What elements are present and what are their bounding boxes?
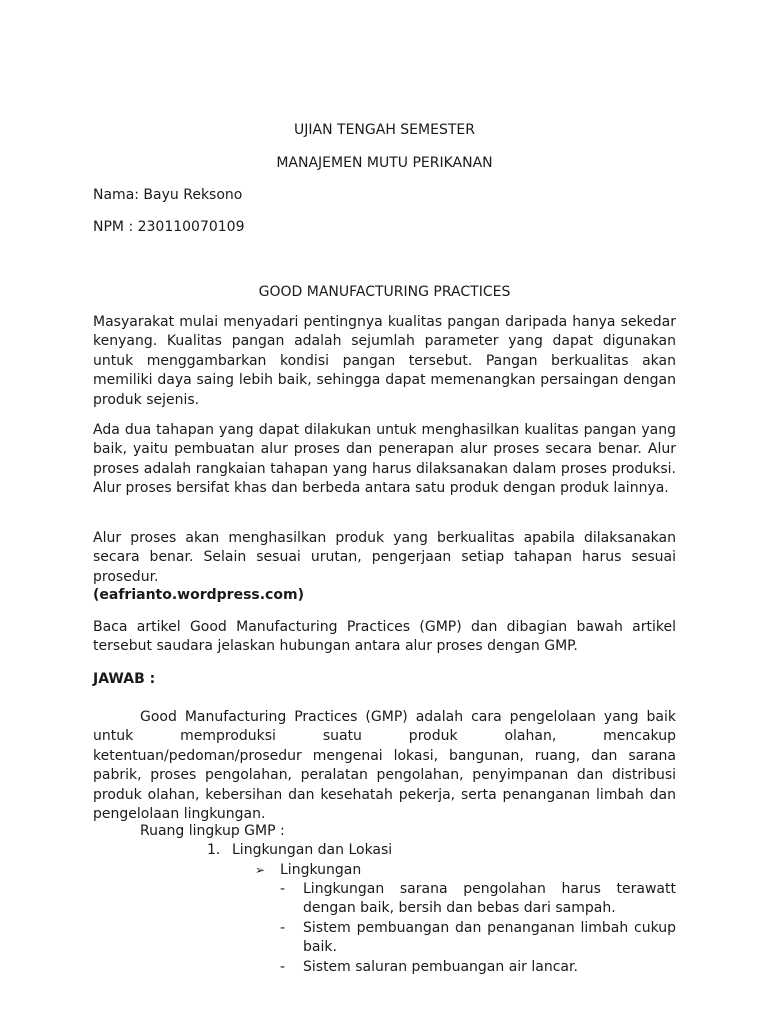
answer-label: JAWAB : <box>93 671 156 687</box>
dash-item: Lingkungan sarana pengolahan harus terawatt dengan baik, bersih dan bebas dari sampah. <box>303 881 676 917</box>
arrow-bullet-icon: ➢ <box>255 863 266 877</box>
paragraph-3: Alur proses akan menghasilkan produk yang berkualitas apabila dilaksanakan secara benar. Selain sesuai urutan, pengerjaan setiap tahapan harus sesuai prosedur. <box>93 530 676 585</box>
dash-marker: - <box>280 881 286 897</box>
section-title: GOOD MANUFACTURING PRACTICES <box>258 284 511 300</box>
exam-title: UJIAN TENGAH SEMESTER <box>294 122 475 138</box>
document-page <box>93 0 676 1024</box>
course-title: MANAJEMEN MUTU PERIKANAN <box>276 155 493 171</box>
dash-marker: - <box>280 959 286 975</box>
student-npm: NPM : 230110070109 <box>93 219 245 235</box>
list-item-lingkungan-lokasi: Lingkungan dan Lokasi <box>232 842 393 858</box>
answer-paragraph: Good Manufacturing Practices (GMP) adalah cara pengelolaan yang baik untuk memproduksi suatu produk olahan, mencakup ketentuan/pedoman/prosedur mengenai lokasi, bangunan, ruang, dan sarana pabrik, proses pengolahan, peralatan pengolahan, penyimpanan dan distribusi produk olahan, kebersihan dan kesehatah pekerja, serta penanganan limbah dan pengelolaan lingkungan. <box>93 709 676 823</box>
paragraph-2: Ada dua tahapan yang dapat dilakukan untuk menghasilkan kualitas pangan yang baik, yaitu pembuatan alur proses dan penerapan alur proses secara benar. Alur proses adalah rangkaian tahapan yang harus dilaksanakan dalam proses produksi. Alur proses bersifat khas dan berbeda antara satu produk dengan produk lainnya. <box>93 422 676 497</box>
paragraph-1: Masyarakat mulai menyadari pentingnya kualitas pangan daripada hanya sekedar kenyang. Kualitas pangan adalah sejumlah parameter yang dapat digunakan untuk menggambarkan kondisi pangan tersebut. Pangan berkualitas akan memiliki daya saing lebih baik, sehingga dapat memenangkan persaingan dengan produk sejenis. <box>93 314 676 408</box>
dash-item: Sistem saluran pembuangan air lancar. <box>303 959 578 975</box>
scope-label: Ruang lingkup GMP : <box>140 823 285 839</box>
bullet-label: Lingkungan <box>280 862 362 878</box>
dash-item: Sistem pembuangan dan penanganan limbah cukup baik. <box>303 920 676 956</box>
question-text: Baca artikel Good Manufacturing Practices (GMP) dan dibagian bawah artikel tersebut saudara jelaskan hubungan antara alur proses dengan GMP. <box>93 619 676 655</box>
student-name: Nama: Bayu Reksono <box>93 187 243 203</box>
source-citation: (eafrianto.wordpress.com) <box>93 587 304 603</box>
dash-marker: - <box>280 920 286 936</box>
list-number: 1. <box>207 842 221 858</box>
